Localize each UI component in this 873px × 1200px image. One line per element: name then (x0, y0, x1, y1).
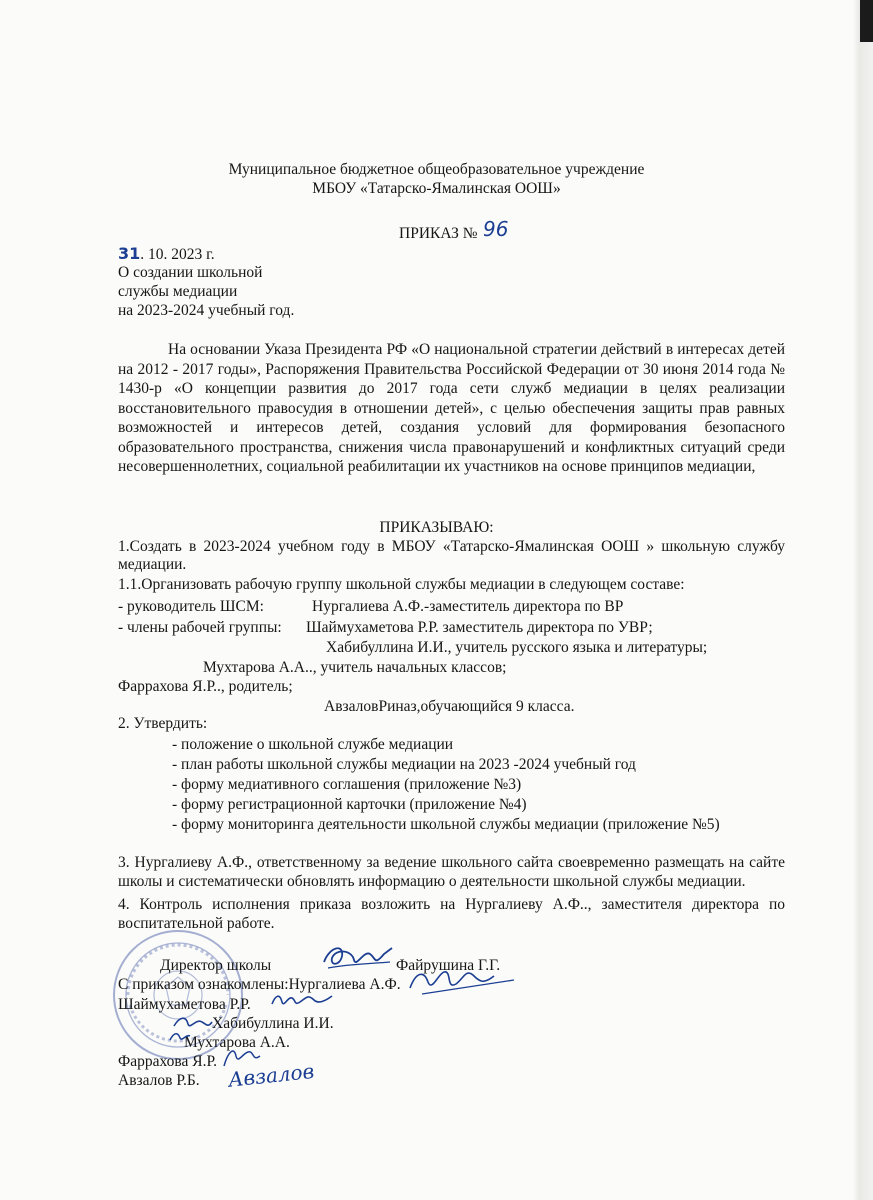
ack-name: Хабибуллина И.И. (212, 1015, 334, 1032)
approve-item: - форму мониторинга деятельности школьной службы медиации (приложение №5) (172, 816, 720, 833)
order-number: 96 (483, 217, 509, 241)
signature-nurgalieva (402, 960, 522, 1000)
director-signature (318, 940, 396, 974)
approve-item: - план работы школьной службы медиации на 2023 -2024 учебный год (172, 756, 636, 773)
order-date-rest: . 10. 2023 г. (140, 246, 215, 263)
team-member-5: АвзаловРиназ,обучающийся 9 класса. (324, 698, 575, 715)
order-subject-line3: на 2023-2024 учебный год. (118, 302, 295, 319)
item-4: 4. Контроль исполнения приказа возложить на Нургалиеву А.Ф.., заместителя директора по воспитательной работе. (118, 896, 785, 932)
ack-name: Шаймухаметова Р.Р. (118, 996, 251, 1013)
director-label: Директор школы (160, 957, 272, 974)
order-subject-line1: О создании школьной (118, 264, 263, 281)
approve-item: - форму медиативного соглашения (приложение №3) (172, 776, 522, 793)
ack-name: Мухтарова А.А. (184, 1034, 290, 1051)
team-member-3: Мухтарова А.А.., учитель начальных классов; (203, 659, 507, 676)
item-1: 1.Создать в 2023-2024 учебном году в МБОУ «Татарско-Ямалинская ООШ » школьную службу медиации. (118, 538, 785, 573)
ack-name: Авзалов Р.Б. (118, 1072, 200, 1089)
item-1-1: 1.1.Организовать рабочую группу школьной службы медиации в следующем составе: (118, 576, 685, 593)
team-member-1: Шаймухаметова Р.Р. заместитель директора по УВР; (306, 619, 653, 636)
order-date-day: 31 (118, 244, 141, 263)
team-head-value: Нургалиева А.Ф.-заместитель директора по ВР (312, 598, 624, 615)
ack-name: Фаррахова Я.Р. (118, 1053, 218, 1070)
order-title: ПРИКАЗ № (399, 225, 478, 242)
acknowledged-intro: С приказом ознакомлены:Нургалиева А.Ф. (118, 976, 401, 993)
team-members-label: - члены рабочей группы: (118, 619, 282, 636)
team-member-4: Фаррахова Я.Р.., родитель; (118, 678, 293, 695)
team-head-label: - руководитель ШСМ: (118, 598, 264, 615)
org-name-line1: Муниципальное бюджетное общеобразовательное учреждение (228, 161, 645, 178)
decree-heading: ПРИКАЗЫВАЮ: (379, 519, 494, 536)
item-2-heading: 2. Утвердить: (118, 715, 208, 732)
org-name-line2: МБОУ «Татарско-Ямалинская ООШ» (312, 180, 561, 197)
signature-mukhtarova (166, 1028, 192, 1046)
signature-shaimukhametova (268, 988, 338, 1012)
director-name: Файрушина Г.Г. (396, 957, 501, 974)
item-3: 3. Нургалиеву А.Ф., ответственному за ведение школьного сайта своевременно размещать на сайте школы и систематически обновлять информацию о деятельности школьной службы медиации. (118, 854, 785, 890)
signature-avzalov (224, 1054, 328, 1092)
approve-item: - положение о школьной службе медиации (172, 736, 454, 753)
team-member-2: Хабибуллина И.И., учитель русского языка и литературы; (326, 639, 708, 656)
signature-avzalov-text: Авзалов (227, 1058, 316, 1092)
order-date (118, 244, 215, 264)
approve-item: - форму регистрационной карточки (приложение №4) (172, 796, 527, 813)
order-subject-line2: службы медиации (118, 283, 238, 300)
preamble: На основании Указа Президента РФ «О национальной стратегии действий в интересах детей на 2012 - 2017 годы», Распоряжения Правительства Российской Федерации от 30 июня 2014 года № 1430-р «О концепции развития до 2017 года сети служб медиации в целях реализации восстановительного правосудия в отношении детей», с целью обеспечения защиты прав равных возможностей и интересов детей, создания условий для формирования безопасного образовательного пространства, снижения числа правонарушений и конфликтных ситуаций среди несовершеннолетних, социальной реабилитации их участников на основе принципов медиации, (118, 341, 785, 475)
scan-corner-mark (860, 0, 873, 42)
